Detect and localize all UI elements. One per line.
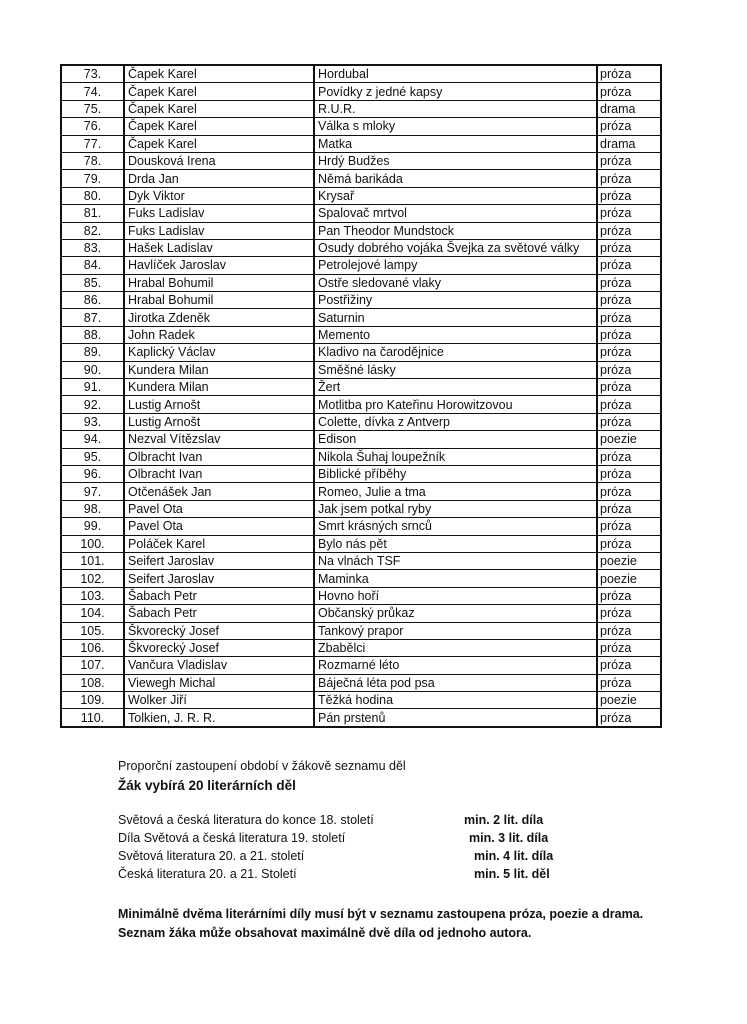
table-row xyxy=(61,465,661,482)
author-rule: Seznam žáka může obsahovat maximálně dvě díla od jednoho autora. xyxy=(118,926,532,940)
work-title-cell: Kladivo na čarodějnice xyxy=(314,344,597,361)
author-cell: Čapek Karel xyxy=(124,83,314,100)
entry-number: 73. xyxy=(61,65,124,83)
requirement-label: Světová literatura 20. a 21. století xyxy=(118,849,305,863)
final-rules xyxy=(118,905,678,943)
table-row xyxy=(61,396,661,413)
author-cell: Tolkien, J. R. R. xyxy=(124,709,314,727)
genre-cell: próza xyxy=(597,396,661,413)
entry-number: 87. xyxy=(61,309,124,326)
genre-cell: próza xyxy=(597,344,661,361)
genre-cell: próza xyxy=(597,413,661,430)
work-title-cell: Krysař xyxy=(314,187,597,204)
requirement-minimum: min. 2 lit. díla xyxy=(464,813,544,827)
entry-number: 105. xyxy=(61,622,124,639)
table-row xyxy=(61,100,661,117)
work-title-cell: Pan Theodor Mundstock xyxy=(314,222,597,239)
genre-rule: Minimálně dvěma literárními díly musí být v seznamu zastoupena próza, poezie a drama. xyxy=(118,907,644,921)
author-cell: Lustig Arnošt xyxy=(124,413,314,430)
genre-cell: próza xyxy=(597,674,661,691)
work-title-cell: Petrolejové lampy xyxy=(314,257,597,274)
entry-number: 75. xyxy=(61,100,124,117)
work-title-cell: Nikola Šuhaj loupežník xyxy=(314,448,597,465)
genre-cell: próza xyxy=(597,605,661,622)
work-title-cell: Jak jsem potkal ryby xyxy=(314,500,597,517)
entry-number: 102. xyxy=(61,570,124,587)
selection-heading: Žák vybírá 20 literárních děl xyxy=(118,778,296,793)
requirement-minimum: min. 4 lit. díla xyxy=(474,849,554,863)
table-row xyxy=(61,170,661,187)
work-title-cell: Hordubal xyxy=(314,65,597,83)
entry-number: 80. xyxy=(61,187,124,204)
table-row xyxy=(61,292,661,309)
author-cell: Seifert Jaroslav xyxy=(124,570,314,587)
author-cell: Havlíček Jaroslav xyxy=(124,257,314,274)
entry-number: 76. xyxy=(61,118,124,135)
reading-list-body xyxy=(61,65,661,727)
author-cell: Kaplický Václav xyxy=(124,344,314,361)
requirement-label: Světová a česká literatura do konce 18. století xyxy=(118,813,374,827)
genre-cell: próza xyxy=(597,518,661,535)
work-title-cell: Tankový prapor xyxy=(314,622,597,639)
table-row xyxy=(61,222,661,239)
entry-number: 92. xyxy=(61,396,124,413)
period-requirements xyxy=(118,811,678,883)
work-title-cell: Občanský průkaz xyxy=(314,605,597,622)
entry-number: 79. xyxy=(61,170,124,187)
entry-number: 95. xyxy=(61,448,124,465)
table-row xyxy=(61,518,661,535)
work-title-cell: Báječná léta pod psa xyxy=(314,674,597,691)
author-cell: Škvorecký Josef xyxy=(124,639,314,656)
table-row xyxy=(61,361,661,378)
table-row xyxy=(61,709,661,727)
author-cell: Škvorecký Josef xyxy=(124,622,314,639)
genre-cell: próza xyxy=(597,83,661,100)
author-cell: Fuks Ladislav xyxy=(124,222,314,239)
author-cell: Viewegh Michal xyxy=(124,674,314,691)
table-row xyxy=(61,500,661,517)
author-cell: Hrabal Bohumil xyxy=(124,274,314,291)
author-cell: Fuks Ladislav xyxy=(124,205,314,222)
entry-number: 85. xyxy=(61,274,124,291)
work-title-cell: Hrdý Budžes xyxy=(314,152,597,169)
genre-cell: poezie xyxy=(597,570,661,587)
table-row xyxy=(61,344,661,361)
work-title-cell: Osudy dobrého vojáka Švejka za světové války xyxy=(314,239,597,256)
work-title-cell: Motlitba pro Kateřinu Horowitzovou xyxy=(314,396,597,413)
entry-number: 90. xyxy=(61,361,124,378)
work-title-cell: Těžká hodina xyxy=(314,692,597,709)
genre-cell: próza xyxy=(597,274,661,291)
author-cell: Dousková Irena xyxy=(124,152,314,169)
entry-number: 108. xyxy=(61,674,124,691)
genre-cell: próza xyxy=(597,448,661,465)
genre-cell: próza xyxy=(597,622,661,639)
author-cell: Wolker Jiří xyxy=(124,692,314,709)
table-row xyxy=(61,205,661,222)
genre-cell: próza xyxy=(597,292,661,309)
entry-number: 89. xyxy=(61,344,124,361)
genre-cell: próza xyxy=(597,65,661,83)
genre-cell: próza xyxy=(597,587,661,604)
table-row xyxy=(61,692,661,709)
author-cell: Jirotka Zdeněk xyxy=(124,309,314,326)
genre-cell: próza xyxy=(597,222,661,239)
entry-number: 82. xyxy=(61,222,124,239)
work-title-cell: Na vlnách TSF xyxy=(314,552,597,569)
author-cell: Hrabal Bohumil xyxy=(124,292,314,309)
author-cell: Poláček Karel xyxy=(124,535,314,552)
genre-cell: próza xyxy=(597,239,661,256)
work-title-cell: Zbabělci xyxy=(314,639,597,656)
genre-cell: próza xyxy=(597,187,661,204)
table-row xyxy=(61,448,661,465)
work-title-cell: Válka s mloky xyxy=(314,118,597,135)
table-row xyxy=(61,657,661,674)
genre-cell: drama xyxy=(597,100,661,117)
author-cell: Drda Jan xyxy=(124,170,314,187)
work-title-cell: Povídky z jedné kapsy xyxy=(314,83,597,100)
entry-number: 100. xyxy=(61,535,124,552)
requirement-label: Díla Světová a česká literatura 19. století xyxy=(118,831,346,845)
work-title-cell: Žert xyxy=(314,379,597,396)
table-row xyxy=(61,135,661,152)
table-row xyxy=(61,257,661,274)
table-row xyxy=(61,239,661,256)
author-cell: Dyk Viktor xyxy=(124,187,314,204)
entry-number: 77. xyxy=(61,135,124,152)
work-title-cell: Biblické příběhy xyxy=(314,465,597,482)
genre-cell: próza xyxy=(597,257,661,274)
table-row xyxy=(61,483,661,500)
requirement-minimum: min. 3 lit. díla xyxy=(469,831,549,845)
genre-cell: próza xyxy=(597,205,661,222)
genre-cell: próza xyxy=(597,657,661,674)
genre-cell: próza xyxy=(597,500,661,517)
author-cell: Čapek Karel xyxy=(124,118,314,135)
genre-cell: poezie xyxy=(597,552,661,569)
entry-number: 78. xyxy=(61,152,124,169)
genre-cell: próza xyxy=(597,170,661,187)
work-title-cell: Smrt krásných srnců xyxy=(314,518,597,535)
author-cell: Olbracht Ivan xyxy=(124,465,314,482)
requirement-row xyxy=(118,865,678,883)
genre-cell: próza xyxy=(597,639,661,656)
entry-number: 86. xyxy=(61,292,124,309)
table-row xyxy=(61,83,661,100)
author-cell: Nezval Vítězslav xyxy=(124,431,314,448)
table-row xyxy=(61,413,661,430)
genre-cell: próza xyxy=(597,535,661,552)
entry-number: 96. xyxy=(61,465,124,482)
table-row xyxy=(61,674,661,691)
genre-cell: próza xyxy=(597,483,661,500)
author-cell: Otčenášek Jan xyxy=(124,483,314,500)
entry-number: 93. xyxy=(61,413,124,430)
author-cell: Olbracht Ivan xyxy=(124,448,314,465)
author-cell: Vančura Vladislav xyxy=(124,657,314,674)
author-cell: Pavel Ota xyxy=(124,500,314,517)
entry-number: 74. xyxy=(61,83,124,100)
entry-number: 88. xyxy=(61,326,124,343)
work-title-cell: Saturnin xyxy=(314,309,597,326)
entry-number: 97. xyxy=(61,483,124,500)
entry-number: 107. xyxy=(61,657,124,674)
genre-cell: poezie xyxy=(597,692,661,709)
requirement-label: Česká literatura 20. a 21. Století xyxy=(118,867,297,881)
work-title-cell: Maminka xyxy=(314,570,597,587)
author-cell: Kundera Milan xyxy=(124,379,314,396)
work-title-cell: Rozmarné léto xyxy=(314,657,597,674)
work-title-cell: Matka xyxy=(314,135,597,152)
reading-list-table xyxy=(60,64,662,728)
entry-number: 99. xyxy=(61,518,124,535)
table-row xyxy=(61,187,661,204)
entry-number: 81. xyxy=(61,205,124,222)
author-cell: Čapek Karel xyxy=(124,100,314,117)
author-cell: Čapek Karel xyxy=(124,65,314,83)
work-title-cell: Hovno hoří xyxy=(314,587,597,604)
table-row xyxy=(61,65,661,83)
author-cell: Šabach Petr xyxy=(124,587,314,604)
table-row xyxy=(61,587,661,604)
table-row xyxy=(61,639,661,656)
work-title-cell: Edison xyxy=(314,431,597,448)
table-row xyxy=(61,379,661,396)
entry-number: 84. xyxy=(61,257,124,274)
table-row xyxy=(61,309,661,326)
work-title-cell: Memento xyxy=(314,326,597,343)
intro-text: Proporční zastoupení období v žákově seznamu děl xyxy=(118,759,406,773)
author-cell: Hašek Ladislav xyxy=(124,239,314,256)
author-cell: Lustig Arnošt xyxy=(124,396,314,413)
entry-number: 106. xyxy=(61,639,124,656)
work-title-cell: Colette, dívka z Antverp xyxy=(314,413,597,430)
entry-number: 98. xyxy=(61,500,124,517)
work-title-cell: Směšné lásky xyxy=(314,361,597,378)
genre-cell: próza xyxy=(597,326,661,343)
genre-cell: próza xyxy=(597,152,661,169)
entry-number: 110. xyxy=(61,709,124,727)
requirement-row xyxy=(118,811,678,829)
entry-number: 104. xyxy=(61,605,124,622)
table-row xyxy=(61,274,661,291)
author-cell: John Radek xyxy=(124,326,314,343)
table-row xyxy=(61,605,661,622)
entry-number: 94. xyxy=(61,431,124,448)
genre-cell: próza xyxy=(597,465,661,482)
genre-cell: próza xyxy=(597,709,661,727)
entry-number: 109. xyxy=(61,692,124,709)
genre-cell: próza xyxy=(597,361,661,378)
work-title-cell: Ostře sledované vlaky xyxy=(314,274,597,291)
entry-number: 83. xyxy=(61,239,124,256)
genre-cell: poezie xyxy=(597,431,661,448)
requirement-row xyxy=(118,829,678,847)
requirement-row xyxy=(118,847,678,865)
entry-number: 101. xyxy=(61,552,124,569)
work-title-cell: Pán prstenů xyxy=(314,709,597,727)
entry-number: 103. xyxy=(61,587,124,604)
work-title-cell: Postřižiny xyxy=(314,292,597,309)
entry-number: 91. xyxy=(61,379,124,396)
requirement-minimum: min. 5 lit. děl xyxy=(474,867,550,881)
genre-cell: próza xyxy=(597,379,661,396)
table-row xyxy=(61,431,661,448)
table-row xyxy=(61,622,661,639)
requirements-section xyxy=(118,758,678,943)
work-title-cell: Němá barikáda xyxy=(314,170,597,187)
genre-cell: próza xyxy=(597,309,661,326)
table-row xyxy=(61,118,661,135)
genre-cell: próza xyxy=(597,118,661,135)
author-cell: Čapek Karel xyxy=(124,135,314,152)
author-cell: Kundera Milan xyxy=(124,361,314,378)
table-row xyxy=(61,535,661,552)
author-cell: Seifert Jaroslav xyxy=(124,552,314,569)
work-title-cell: Romeo, Julie a tma xyxy=(314,483,597,500)
genre-cell: drama xyxy=(597,135,661,152)
work-title-cell: R.U.R. xyxy=(314,100,597,117)
author-cell: Pavel Ota xyxy=(124,518,314,535)
table-row xyxy=(61,570,661,587)
work-title-cell: Bylo nás pět xyxy=(314,535,597,552)
table-row xyxy=(61,152,661,169)
table-row xyxy=(61,552,661,569)
author-cell: Šabach Petr xyxy=(124,605,314,622)
table-row xyxy=(61,326,661,343)
work-title-cell: Spalovač mrtvol xyxy=(314,205,597,222)
